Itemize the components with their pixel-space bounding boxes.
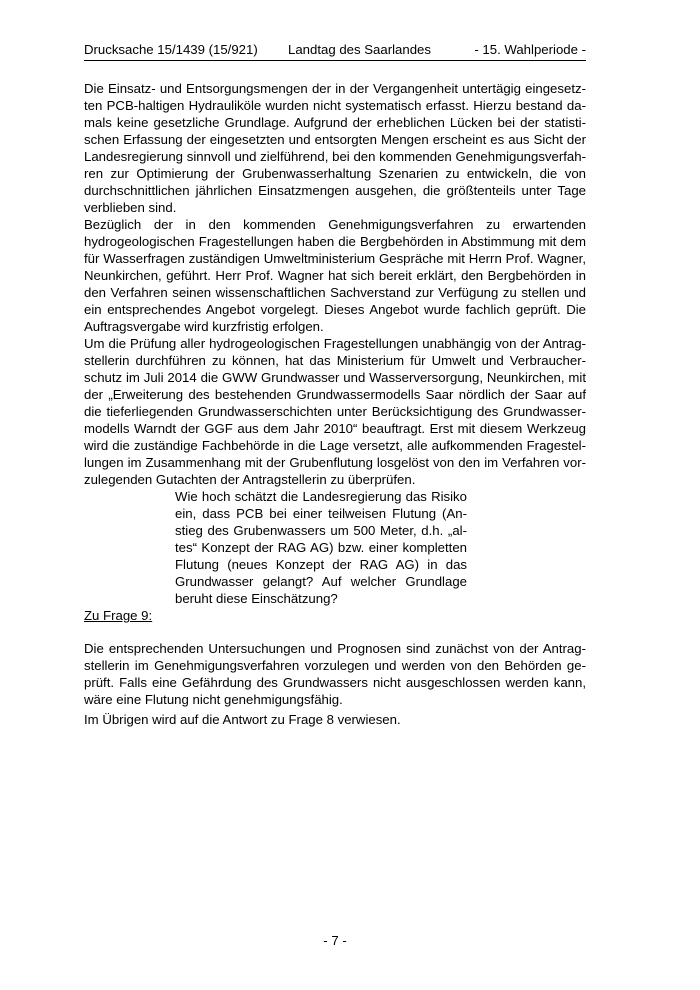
wahlperiode: - 15. Wahlperiode - (474, 42, 586, 57)
paragraph-reference: Im Übrigen wird auf die Antwort zu Frage 8 verwiesen. (84, 712, 401, 727)
paragraph-grundwassermodell: Um die Prüfung aller hydrogeologischen Fragestellungen unabhängig von der Antragstellerin durchführen zu können, hat das Ministerium für Umwelt und Verbraucherschutz im Juli 2014 die GWW Grundwasser und Wasserversorgung, Neunkirchen, mit der „Erweiterung des bestehenden Grundwassermodells Saar nördlich der Saar auf die tieferliegenden Grundwasserschichten unter Berücksichtigung des Grundwassermodells Warndt der GGF aus dem Jahr 2010“ beauftragt. Erst mit diesem Werkzeug wird die zuständige Fachbehörde in die Lage versetzt, alle aufkommenden Fragestellungen im Zusammenhang mit der Grubenflutung losgelöst von den im Verfahren vorzulegenden Gutachten der Antragstellerin zu überprüfen. (84, 336, 586, 487)
answer-heading: Zu Frage 9: (84, 608, 153, 623)
paragraph-pcb-mengen: Die Einsatz- und Entsorgungsmengen der in der Vergangenheit untertägig eingesetzten PCB-haltigen Hydrauliköle wurden nicht systematisch erfasst. Hierzu bestand damals keine gesetzliche Grundlage. Aufgrund der erheblichen Lücken bei der statistischen Erfassung der eingesetzten und entsorgten Mengen erscheint es aus Sicht der Landesregierung sinnvoll und zielführend, bei den kommenden Genehmigungsverfahren zur Optimierung der Grubenwasserhaltung Szenarien zu entwickeln, die von durchschnittlichen jährlichen Einsatzmengen ausgehen, die größtenteils unter Tage verblieben sind. (84, 81, 586, 215)
drucksache-number: Drucksache 15/1439 (15/921) (84, 42, 258, 57)
paragraph-hydrogeologie: Bezüglich der in den kommenden Genehmigungsverfahren zu erwartenden hydrogeologischen Fragestellungen haben die Bergbehörden in Abstimmung mit dem für Wasserfragen zuständigen Umweltministerium Gespräche mit Herrn Prof. Wagner, Neunkirchen, geführt. Herr Prof. Wagner hat sich bereit erklärt, den Bergbehörden in den Verfahren seinen wissenschaftlichen Sachverstand zur Verfügung zu stellen und ein entsprechendes Angebot vorgelegt. Dieses Angebot wurde fachlich geprüft. Die Auftragsvergabe wird kurzfristig erfolgen. (84, 217, 586, 334)
paragraph-answer: Die entsprechenden Untersuchungen und Prognosen sind zunächst von der Antragstellerin im Genehmigungsverfahren vorzulegen und werden von den Behörden geprüft. Falls eine Gefährdung des Grundwassers nicht ausgeschlossen werden kann, wäre eine Flutung nicht genehmigungsfähig. (84, 641, 586, 707)
question-9-text: Wie hoch schätzt die Landesregierung das Risiko ein, dass PCB bei einer teilweisen Flutung (Anstieg des Grubenwassers um 500 Meter, d.h. „altes“ Konzept der RAG AG) bzw. einer kompletten Flutung (neues Konzept der RAG AG) in das Grundwasser gelangt? Auf welcher Grundlage beruht diese Einschätzung? (175, 489, 467, 606)
page-number: - 7 - (323, 933, 347, 948)
page-header (84, 40, 586, 61)
landtag-name: Landtag des Saarlandes (288, 42, 431, 57)
